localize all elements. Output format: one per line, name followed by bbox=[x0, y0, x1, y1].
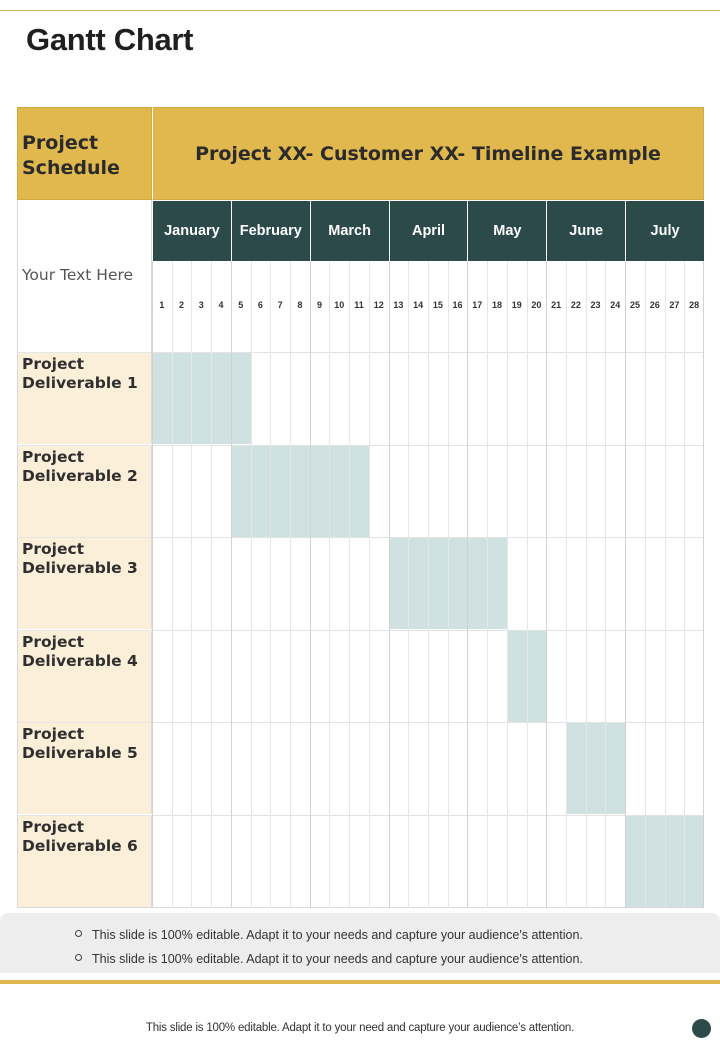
task-bar bbox=[566, 722, 625, 814]
period-number: 25 bbox=[629, 300, 640, 310]
period-number: 24 bbox=[610, 300, 621, 310]
period-number: 3 bbox=[198, 300, 204, 310]
bullet-icon bbox=[75, 930, 82, 937]
timeline-title: Project XX- Customer XX- Timeline Example bbox=[152, 107, 704, 200]
grid-column-line bbox=[645, 261, 646, 908]
note-text: This slide is 100% editable. Adapt it to your needs and capture your audience's attention. bbox=[92, 952, 583, 966]
grid-column-line bbox=[566, 261, 567, 908]
period-number: 11 bbox=[354, 300, 364, 310]
page-title: Gantt Chart bbox=[26, 22, 194, 57]
note-item bbox=[75, 928, 583, 942]
period-number: 9 bbox=[317, 300, 323, 310]
task-label: Project Deliverable 2 bbox=[17, 445, 152, 537]
period-number: 14 bbox=[413, 300, 424, 310]
task-label: Project Deliverable 5 bbox=[17, 722, 152, 814]
grid-column-line bbox=[329, 261, 330, 908]
period-number: 6 bbox=[257, 300, 263, 310]
period-number: 26 bbox=[649, 300, 660, 310]
grid-column-line bbox=[191, 261, 192, 908]
grid-column-line bbox=[389, 261, 390, 908]
footer-text: This slide is 100% editable. Adapt it to your need and capture your audience’s attention. bbox=[145, 1022, 575, 1034]
period-number: 19 bbox=[511, 300, 522, 310]
project-schedule-header: Project Schedule bbox=[17, 107, 152, 200]
notes-panel bbox=[0, 913, 720, 973]
grid-column-line bbox=[684, 261, 685, 908]
grid-column-line bbox=[408, 261, 409, 908]
task-label: Project Deliverable 1 bbox=[17, 352, 152, 444]
top-divider bbox=[0, 10, 720, 11]
corner-cell bbox=[17, 200, 152, 352]
grid-column-line bbox=[625, 261, 626, 908]
period-number: 5 bbox=[238, 300, 244, 310]
month-header: January bbox=[152, 201, 231, 261]
table-bottom-border bbox=[17, 907, 704, 908]
gantt-chart bbox=[17, 107, 704, 908]
note-item bbox=[75, 952, 583, 966]
period-number: 21 bbox=[551, 300, 562, 310]
grid-column-line bbox=[349, 261, 350, 908]
grid-column-line bbox=[586, 261, 587, 908]
task-label: Project Deliverable 6 bbox=[17, 815, 152, 907]
note-text: This slide is 100% editable. Adapt it to your needs and capture your audience's attention. bbox=[92, 928, 583, 942]
grid-column-line bbox=[211, 261, 212, 908]
period-number: 20 bbox=[531, 300, 542, 310]
period-number: 13 bbox=[393, 300, 404, 310]
period-number: 17 bbox=[472, 300, 483, 310]
grid-column-line bbox=[270, 261, 271, 908]
period-number: 27 bbox=[669, 300, 680, 310]
grid-column-line bbox=[527, 261, 528, 908]
period-number: 1 bbox=[159, 300, 165, 310]
grid-column-line bbox=[428, 261, 429, 908]
grid-column-line bbox=[467, 261, 468, 908]
month-header: June bbox=[546, 201, 625, 261]
period-number: 8 bbox=[297, 300, 303, 310]
grid-column-line bbox=[290, 261, 291, 908]
grid-column-line bbox=[369, 261, 370, 908]
grid-column-line bbox=[152, 261, 153, 908]
grid-column-line bbox=[251, 261, 252, 908]
period-number: 18 bbox=[491, 300, 502, 310]
month-header: February bbox=[231, 201, 310, 261]
period-number: 2 bbox=[179, 300, 185, 310]
footer-divider bbox=[0, 980, 720, 984]
period-number: 22 bbox=[570, 300, 581, 310]
month-header: April bbox=[389, 201, 468, 261]
period-number: 4 bbox=[218, 300, 224, 310]
grid-column-line bbox=[231, 261, 232, 908]
period-number: 12 bbox=[373, 300, 384, 310]
period-number: 7 bbox=[277, 300, 283, 310]
month-header: July bbox=[625, 201, 704, 261]
grid-column-line bbox=[703, 261, 704, 908]
grid-column-line bbox=[546, 261, 547, 908]
task-bar bbox=[152, 352, 251, 444]
grid-column-line bbox=[507, 261, 508, 908]
month-header: May bbox=[467, 201, 546, 261]
grid-column-line bbox=[605, 261, 606, 908]
corner-text: Your Text Here bbox=[22, 266, 134, 284]
bullet-icon bbox=[75, 954, 82, 961]
month-header: March bbox=[310, 201, 389, 261]
grid-column-line bbox=[665, 261, 666, 908]
period-number: 28 bbox=[689, 300, 700, 310]
grid-column-line bbox=[172, 261, 173, 908]
grid-column-line bbox=[448, 261, 449, 908]
footer-dot bbox=[692, 1019, 711, 1038]
grid-column-line bbox=[487, 261, 488, 908]
task-label: Project Deliverable 4 bbox=[17, 630, 152, 722]
period-number: 16 bbox=[452, 300, 463, 310]
period-number: 23 bbox=[590, 300, 601, 310]
task-label: Project Deliverable 3 bbox=[17, 537, 152, 629]
period-number: 15 bbox=[432, 300, 443, 310]
grid-column-line bbox=[310, 261, 311, 908]
period-number: 10 bbox=[334, 300, 345, 310]
